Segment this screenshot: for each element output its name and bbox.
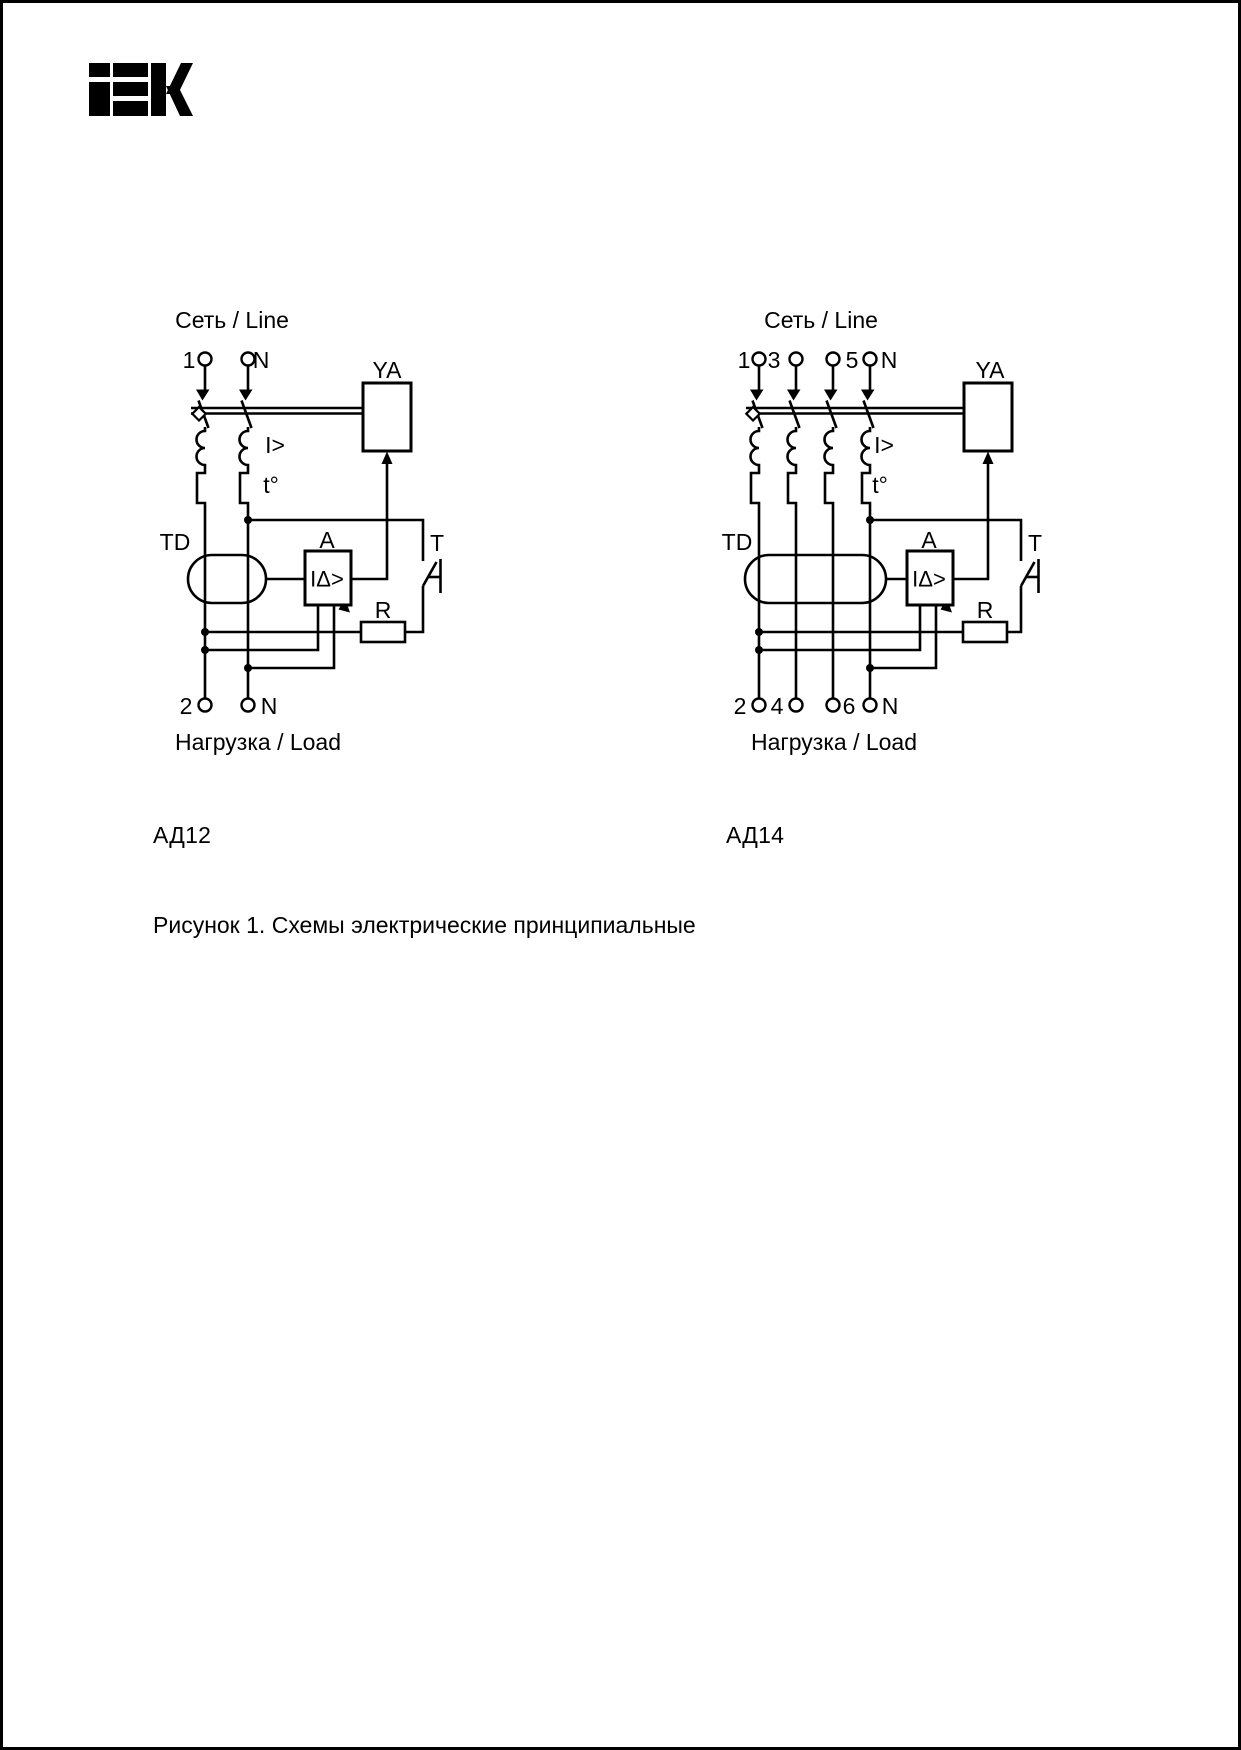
terminal-n-top — [864, 353, 877, 366]
ad12-solenoid-label: YA — [372, 357, 402, 383]
ad14-solenoid-label: YA — [975, 357, 1005, 383]
ad14-transformer-label: TD — [721, 529, 753, 555]
terminal-5 — [827, 353, 840, 366]
ad14-junctions — [755, 516, 874, 672]
ad12-schematic — [160, 307, 444, 755]
terminal-6 — [827, 699, 840, 712]
ad14-resistor-box — [963, 622, 1007, 642]
ad12-terminals — [199, 353, 255, 712]
ad12-test-label: T — [429, 530, 445, 556]
ad12-resistor-box — [361, 622, 405, 642]
terminal-n-bottom — [864, 699, 877, 712]
ad14-terminal-label-2: 2 — [733, 693, 747, 719]
ad12-resistor-label: R — [374, 597, 392, 623]
ad14-terminals — [753, 353, 877, 712]
ad12-terminal-label-2: 2 — [179, 693, 193, 719]
ad12-differential-transformer — [188, 555, 266, 603]
ad12-title: АД12 — [153, 822, 212, 848]
terminal-1 — [753, 353, 766, 366]
ad14-test-button — [1021, 559, 1039, 593]
terminal-1 — [199, 353, 212, 366]
ad14-solenoid-box — [964, 383, 1012, 451]
terminal-n-bottom — [242, 699, 255, 712]
ad12-thermal-label: t° — [263, 472, 279, 498]
ad14-resistor-label: R — [976, 597, 994, 623]
ad12-transformer-label: TD — [159, 529, 191, 555]
terminal-3 — [790, 353, 803, 366]
ad14-thermal-label: t° — [872, 472, 888, 498]
terminal-2 — [199, 699, 212, 712]
ad14-terminal-label-n-top: N — [880, 347, 898, 373]
ad14-terminal-label-1: 1 — [737, 347, 751, 373]
ad12-terminal-label-n-top: N — [252, 347, 270, 373]
ad12-terminal-label-n-bottom: N — [260, 693, 278, 719]
ad14-diff-current-label: IΔ> — [912, 566, 946, 592]
ad12-load-label: Нагрузка / Load — [174, 729, 342, 755]
ad14-test-label: T — [1027, 530, 1043, 556]
ad14-load-label: Нагрузка / Load — [750, 729, 918, 755]
ad14-terminal-label-4: 4 — [770, 693, 784, 719]
ad14-line-label: Сеть / Line — [764, 307, 878, 333]
ad14-terminal-label-3: 3 — [767, 347, 781, 373]
ad12-amplifier-label: A — [319, 527, 335, 553]
ad12-test-button — [423, 559, 441, 593]
ad12-diff-current-label: IΔ> — [310, 566, 344, 592]
ad14-terminal-label-6: 6 — [842, 693, 856, 719]
ad12-junctions — [201, 516, 252, 672]
ad14-terminal-label-n-bottom: N — [881, 693, 899, 719]
ad12-solenoid-box — [363, 383, 411, 451]
ad14-amplifier-label: A — [921, 527, 937, 553]
ad14-terminal-label-5: 5 — [845, 347, 859, 373]
terminal-2 — [753, 699, 766, 712]
ad14-title: АД14 — [726, 822, 785, 848]
page-graphics — [3, 3, 1241, 1750]
figure-caption: Рисунок 1. Схемы электрические принципиальные — [153, 912, 696, 938]
ad14-overcurrent-label: I> — [874, 432, 894, 458]
ad14-differential-transformer — [745, 555, 886, 603]
ad12-terminal-label-1: 1 — [182, 347, 196, 373]
ad14-schematic — [722, 307, 1042, 755]
ad12-line-label: Сеть / Line — [175, 307, 289, 333]
terminal-4 — [790, 699, 803, 712]
iek-logo — [89, 63, 193, 116]
ad12-overcurrent-label: I> — [265, 432, 285, 458]
